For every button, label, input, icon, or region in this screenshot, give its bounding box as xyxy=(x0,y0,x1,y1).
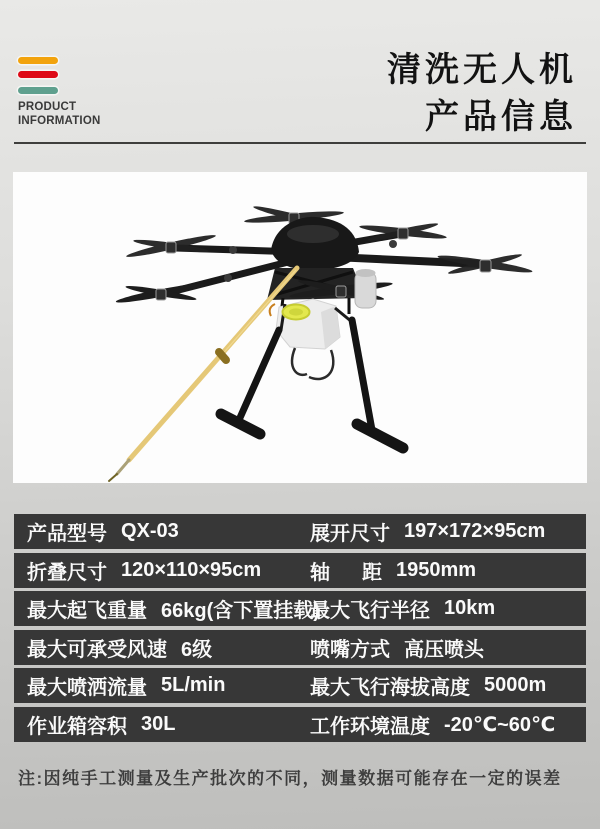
spec-label: 工作环境温度 xyxy=(310,715,430,738)
spec-value: QX-03 xyxy=(121,520,179,542)
spec-label: 最大飞行半径 xyxy=(310,600,430,623)
page-title-line1: 清洗无人机 xyxy=(387,51,577,89)
page-title xyxy=(387,47,577,140)
spec-value: 197×172×95cm xyxy=(404,520,546,542)
logo-red-bar-icon xyxy=(18,71,58,78)
spec-cell xyxy=(27,633,310,662)
spec-value: 30L xyxy=(141,712,176,735)
brand-caption-line2: INFORMATION xyxy=(18,114,101,127)
spec-cell xyxy=(310,556,586,585)
spec-label: 展开尺寸 xyxy=(310,523,390,545)
spec-cell xyxy=(27,594,320,623)
spec-label: 喷嘴方式 xyxy=(310,638,390,661)
spec-value: 10km xyxy=(444,597,496,620)
header-divider xyxy=(14,142,586,144)
spec-row-flow-altitude xyxy=(14,668,586,703)
spec-value: 高压喷头 xyxy=(404,638,484,661)
spec-value: 5L/min xyxy=(161,674,226,697)
spec-cell xyxy=(310,633,586,662)
spec-cell xyxy=(27,556,310,585)
spec-value: -20℃~60℃ xyxy=(444,713,556,736)
spec-label: 最大起飞重量 xyxy=(27,600,147,623)
product-photo-panel xyxy=(13,172,587,483)
spec-value: 5000m xyxy=(484,674,547,697)
brand-caption-line1: PRODUCT xyxy=(18,101,77,113)
spec-label: 最大飞行海拔高度 xyxy=(310,677,470,700)
spec-label: 最大可承受风速 xyxy=(27,638,167,661)
spec-cell xyxy=(27,671,310,700)
spec-cell xyxy=(310,671,586,700)
spec-table xyxy=(14,514,586,746)
spec-row-tank-temperature xyxy=(14,707,586,742)
logo-teal-bar-icon xyxy=(18,87,58,94)
measurement-disclaimer-note: 注:因纯手工测量及生产批次的不同，测量数据可能存在一定的误差 xyxy=(18,769,562,788)
spec-label: 轴距 xyxy=(310,561,382,584)
spec-value: 6级 xyxy=(181,638,213,661)
spec-value: 66kg(含下置挂载) xyxy=(161,600,320,623)
spec-row-takeoff-radius xyxy=(14,591,586,626)
spec-value: 120×110×95cm xyxy=(121,558,262,581)
spec-cell xyxy=(310,517,586,546)
spec-label: 产品型号 xyxy=(27,523,107,545)
spec-cell xyxy=(27,710,310,739)
spec-cell xyxy=(310,710,586,739)
spec-row-wind-nozzle xyxy=(14,630,586,665)
logo-orange-bar-icon xyxy=(18,57,58,64)
spec-row-model-size xyxy=(14,514,586,549)
spec-row-folded-wheelbase xyxy=(14,553,586,588)
spec-value: 1950mm xyxy=(396,558,477,581)
spec-label: 作业箱容积 xyxy=(27,715,127,738)
spec-label: 折叠尺寸 xyxy=(27,561,107,584)
spec-cell xyxy=(310,594,586,623)
page-title-line2: 产品信息 xyxy=(425,97,577,136)
spec-cell xyxy=(27,517,310,546)
spec-label: 最大喷洒流量 xyxy=(27,677,147,700)
cleaning-drone-illustration xyxy=(13,172,587,483)
brand-caption xyxy=(18,101,100,128)
